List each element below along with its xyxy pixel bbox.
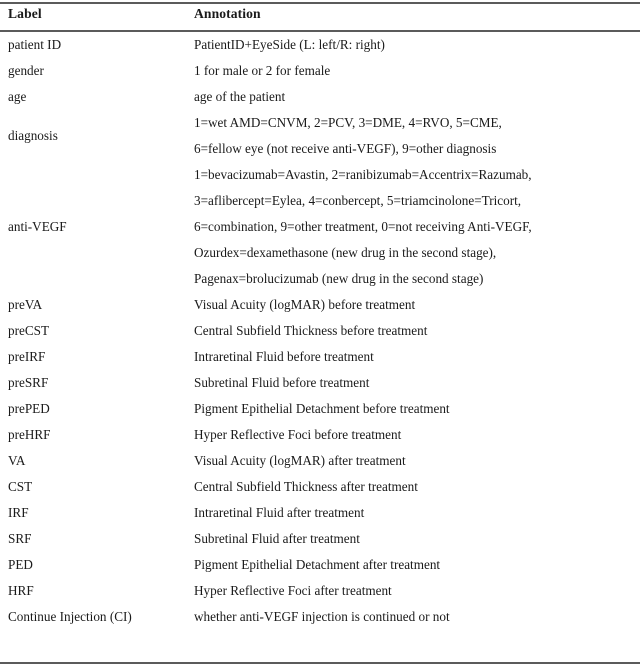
annotation-line: Visual Acuity (logMAR) before treatment [194,297,416,312]
table-row [0,318,640,344]
annotation-lines [194,474,640,500]
cell-label: VA [8,453,26,468]
table-row [0,292,640,318]
cell-label: diagnosis [8,128,58,143]
annotation-lines [194,500,640,526]
table-row [0,448,640,474]
annotation-lines [194,604,640,630]
cell-label: HRF [8,583,34,598]
cell-annotation [187,318,640,344]
cell-annotation [187,526,640,552]
cell-annotation [187,474,640,500]
table-row [0,370,640,396]
annotation-lines [194,162,640,292]
cell-label: IRF [8,505,29,520]
annotation-line: Pagenax=brolucizumab (new drug in the second stage) [194,271,484,286]
table-row [0,474,640,500]
annotation-lines [194,318,640,344]
table-top-rule [0,2,640,4]
table-row [0,84,640,110]
cell-label: preVA [8,297,43,312]
annotation-lines [194,526,640,552]
annotation-line: age of the patient [194,89,286,104]
cell-label: preCST [8,323,50,338]
annotation-lines [194,32,640,58]
table-row [0,396,640,422]
cell-label: CST [8,479,33,494]
cell-label: patient ID [8,37,62,52]
annotation-line: Ozurdex=dexamethasone (new drug in the second stage), [194,245,497,260]
table-row [0,110,640,162]
annotation-line: Intraretinal Fluid before treatment [194,349,374,364]
annotation-lines [194,84,640,110]
cell-label: Continue Injection (CI) [8,609,132,624]
table-row [0,604,640,630]
table-body [0,27,640,630]
cell-label: PED [8,557,33,572]
cell-annotation [187,58,640,84]
annotation-lines [194,422,640,448]
annotation-line: 6=combination, 9=other treatment, 0=not receiving Anti-VEGF, [194,219,532,234]
annotation-line: Pigment Epithelial Detachment after treatment [194,557,441,572]
cell-annotation [187,162,640,292]
annotation-line: whether anti-VEGF injection is continued or not [194,609,450,624]
annotation-line: Central Subfield Thickness before treatment [194,323,428,338]
table-row [0,58,640,84]
cell-annotation [187,344,640,370]
cell-annotation [187,500,640,526]
annotation-lines [194,552,640,578]
cell-annotation [187,552,640,578]
cell-annotation [187,578,640,604]
cell-annotation [187,292,640,318]
cell-annotation [187,370,640,396]
cell-annotation [187,422,640,448]
annotation-line: 3=aflibercept=Eylea, 4=conbercept, 5=triamcinolone=Tricort, [194,193,522,208]
annotation-line: Subretinal Fluid after treatment [194,531,360,546]
annotation-line: Hyper Reflective Foci before treatment [194,427,402,442]
cell-annotation [187,604,640,630]
table-header [0,0,640,27]
cell-annotation [187,84,640,110]
annotation-lines [194,578,640,604]
cell-label: anti-VEGF [8,219,67,234]
annotation-line: 1=wet AMD=CNVM, 2=PCV, 3=DME, 4=RVO, 5=CME, [194,115,502,130]
annotation-line: 1 for male or 2 for female [194,63,331,78]
cell-annotation [187,448,640,474]
annotation-line: Pigment Epithelial Detachment before treatment [194,401,450,416]
table-row [0,578,640,604]
table-row [0,422,640,448]
cell-label: preSRF [8,375,49,390]
table-row [0,162,640,292]
annotation-lines [194,448,640,474]
table-row [0,500,640,526]
column-header-annotation: Annotation [194,6,261,21]
annotation-line: Central Subfield Thickness after treatment [194,479,418,494]
annotation-lines [194,110,640,162]
cell-label: prePED [8,401,50,416]
table-row [0,526,640,552]
cell-annotation [187,396,640,422]
annotation-line: Subretinal Fluid before treatment [194,375,370,390]
annotation-lines [194,396,640,422]
annotation-lines [194,292,640,318]
table-header-row [0,0,640,27]
annotation-line: 6=fellow eye (not receive anti-VEGF), 9=other diagnosis [194,141,497,156]
table-row [0,344,640,370]
annotation-line: PatientID+EyeSide (L: left/R: right) [194,37,385,52]
cell-label: age [8,89,27,104]
annotation-line: Visual Acuity (logMAR) after treatment [194,453,406,468]
table-row [0,552,640,578]
cell-label: preHRF [8,427,51,442]
annotation-lines [194,370,640,396]
cell-label: gender [8,63,44,78]
annotation-line: Intraretinal Fluid after treatment [194,505,365,520]
annotation-line: 1=bevacizumab=Avastin, 2=ranibizumab=Accentrix=Razumab, [194,167,532,182]
cell-annotation [187,110,640,162]
column-header-label: Label [8,6,42,21]
annotation-lines [194,58,640,84]
annotation-line: Hyper Reflective Foci after treatment [194,583,392,598]
table-header-rule [0,30,640,32]
table-bottom-rule [0,662,640,664]
cell-label: SRF [8,531,32,546]
annotation-lines [194,344,640,370]
cell-label: preIRF [8,349,46,364]
